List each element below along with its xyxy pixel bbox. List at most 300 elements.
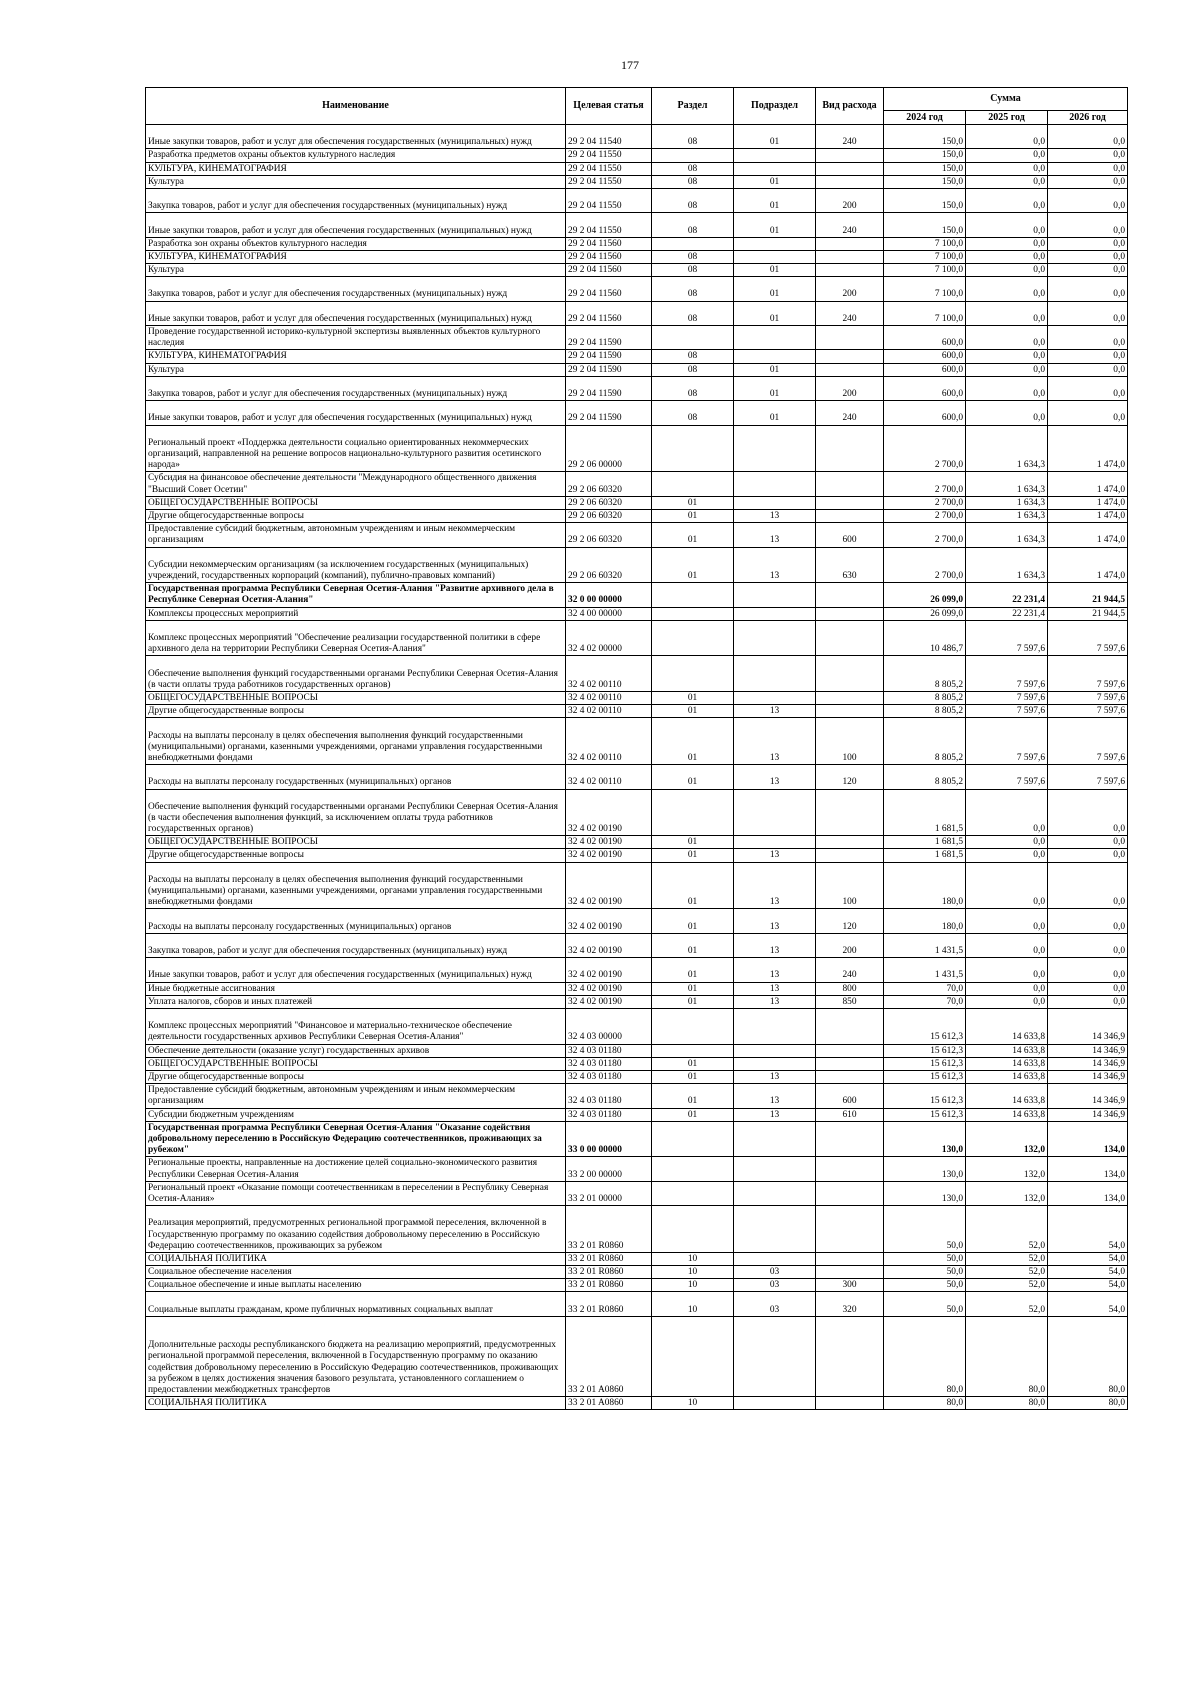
row-section: 01 bbox=[652, 1057, 734, 1070]
row-expense-type: 240 bbox=[816, 125, 884, 149]
table-row bbox=[146, 1084, 1128, 1108]
row-sum-2026: 0,0 bbox=[1048, 237, 1128, 250]
row-name: Субсидия на финансовое обеспечение деятельности "Международного общественного движения "Высший Совет Осетии" bbox=[146, 472, 566, 496]
row-sum-2024: 180,0 bbox=[884, 909, 966, 933]
row-target-code: 32 4 03 01180 bbox=[566, 1057, 652, 1070]
row-expense-type: 100 bbox=[816, 718, 884, 765]
row-section bbox=[652, 326, 734, 350]
row-expense-type bbox=[816, 237, 884, 250]
row-sum-2026: 14 346,9 bbox=[1048, 1009, 1128, 1045]
row-subsection: 01 bbox=[734, 401, 816, 425]
row-sum-2024: 70,0 bbox=[884, 995, 966, 1008]
table-row bbox=[146, 656, 1128, 692]
row-subsection: 13 bbox=[734, 862, 816, 909]
row-sum-2025: 0,0 bbox=[966, 301, 1048, 325]
row-section: 01 bbox=[652, 909, 734, 933]
row-expense-type bbox=[816, 162, 884, 175]
row-sum-2025: 0,0 bbox=[966, 237, 1048, 250]
row-name: Расходы на выплаты персоналу в целях обеспечения выполнения функций государственными (муниципальными) органами, казенными учреждениями, органами управления государственными внебюджетными фондами bbox=[146, 862, 566, 909]
row-subsection bbox=[734, 620, 816, 656]
row-sum-2026: 0,0 bbox=[1048, 175, 1128, 188]
table-row bbox=[146, 995, 1128, 1008]
row-subsection bbox=[734, 1121, 816, 1157]
row-target-code: 32 4 03 01180 bbox=[566, 1084, 652, 1108]
row-sum-2024: 7 100,0 bbox=[884, 237, 966, 250]
row-target-code: 29 2 04 11590 bbox=[566, 363, 652, 376]
table-row bbox=[146, 125, 1128, 149]
row-sum-2025: 0,0 bbox=[966, 264, 1048, 277]
row-expense-type bbox=[816, 705, 884, 718]
row-subsection bbox=[734, 326, 816, 350]
row-sum-2024: 1 431,5 bbox=[884, 933, 966, 957]
row-section bbox=[652, 1121, 734, 1157]
row-sum-2026: 0,0 bbox=[1048, 401, 1128, 425]
row-sum-2024: 70,0 bbox=[884, 982, 966, 995]
row-target-code: 32 4 02 00190 bbox=[566, 933, 652, 957]
row-target-code: 29 2 04 11590 bbox=[566, 326, 652, 350]
row-name: Региональный проект «Поддержка деятельности социально ориентированных некоммерческих организаций, направленной на решение вопросов национально-культурного развития осетинского народа» bbox=[146, 425, 566, 472]
table-row bbox=[146, 849, 1128, 862]
row-sum-2024: 2 700,0 bbox=[884, 496, 966, 509]
row-expense-type: 300 bbox=[816, 1279, 884, 1292]
row-name: СОЦИАЛЬНАЯ ПОЛИТИКА bbox=[146, 1397, 566, 1410]
row-sum-2026: 1 474,0 bbox=[1048, 523, 1128, 547]
row-target-code: 33 2 01 R0860 bbox=[566, 1206, 652, 1253]
row-sum-2025: 22 231,4 bbox=[966, 607, 1048, 620]
row-subsection: 13 bbox=[734, 510, 816, 523]
row-sum-2026: 7 597,6 bbox=[1048, 620, 1128, 656]
row-name: Региональный проект «Оказание помощи соотечественникам в переселении в Республику Северная Осетия-Алания» bbox=[146, 1181, 566, 1205]
row-sum-2025: 14 633,8 bbox=[966, 1108, 1048, 1121]
row-name: Обеспечение деятельности (оказание услуг) государственных архивов bbox=[146, 1044, 566, 1057]
row-name: Иные закупки товаров, работ и услуг для обеспечения государственных (муниципальных) нужд bbox=[146, 958, 566, 982]
row-name: Закупка товаров, работ и услуг для обеспечения государственных (муниципальных) нужд bbox=[146, 188, 566, 212]
row-sum-2026: 14 346,9 bbox=[1048, 1057, 1128, 1070]
row-sum-2024: 10 486,7 bbox=[884, 620, 966, 656]
row-expense-type bbox=[816, 1206, 884, 1253]
row-target-code: 32 4 02 00190 bbox=[566, 958, 652, 982]
row-sum-2025: 14 633,8 bbox=[966, 1084, 1048, 1108]
row-expense-type bbox=[816, 496, 884, 509]
row-expense-type bbox=[816, 1252, 884, 1265]
header-subsection: Подраздел bbox=[734, 88, 816, 125]
table-row bbox=[146, 765, 1128, 789]
row-subsection bbox=[734, 237, 816, 250]
row-subsection: 13 bbox=[734, 523, 816, 547]
row-sum-2025: 0,0 bbox=[966, 376, 1048, 400]
row-sum-2026: 0,0 bbox=[1048, 995, 1128, 1008]
row-expense-type bbox=[816, 1057, 884, 1070]
row-sum-2026: 54,0 bbox=[1048, 1206, 1128, 1253]
row-subsection bbox=[734, 583, 816, 607]
row-name: Социальное обеспечение и иные выплаты населению bbox=[146, 1279, 566, 1292]
row-sum-2024: 15 612,3 bbox=[884, 1084, 966, 1108]
row-sum-2026: 14 346,9 bbox=[1048, 1070, 1128, 1083]
row-sum-2026: 0,0 bbox=[1048, 933, 1128, 957]
table-row bbox=[146, 1057, 1128, 1070]
row-section: 08 bbox=[652, 125, 734, 149]
row-name: Уплата налогов, сборов и иных платежей bbox=[146, 995, 566, 1008]
row-section bbox=[652, 583, 734, 607]
row-expense-type: 630 bbox=[816, 547, 884, 583]
row-target-code: 32 4 03 01180 bbox=[566, 1044, 652, 1057]
table-row bbox=[146, 250, 1128, 263]
row-section: 01 bbox=[652, 765, 734, 789]
table-row bbox=[146, 425, 1128, 472]
row-target-code: 29 2 04 11560 bbox=[566, 277, 652, 301]
row-sum-2024: 50,0 bbox=[884, 1292, 966, 1316]
row-name: Иные бюджетные ассигнования bbox=[146, 982, 566, 995]
row-expense-type: 200 bbox=[816, 933, 884, 957]
row-sum-2024: 7 100,0 bbox=[884, 250, 966, 263]
row-sum-2026: 1 474,0 bbox=[1048, 425, 1128, 472]
row-target-code: 29 2 06 60320 bbox=[566, 547, 652, 583]
row-sum-2025: 132,0 bbox=[966, 1157, 1048, 1181]
row-name: Обеспечение выполнения функций государственными органами Республики Северная Осетия-Алания (в части оплаты труда работников государственных органов) bbox=[146, 656, 566, 692]
table-row bbox=[146, 1157, 1128, 1181]
table-row bbox=[146, 301, 1128, 325]
row-sum-2025: 0,0 bbox=[966, 789, 1048, 836]
row-target-code: 32 4 02 00190 bbox=[566, 849, 652, 862]
table-row bbox=[146, 583, 1128, 607]
row-section: 08 bbox=[652, 376, 734, 400]
row-sum-2026: 7 597,6 bbox=[1048, 691, 1128, 704]
row-sum-2024: 130,0 bbox=[884, 1121, 966, 1157]
row-name: Реализация мероприятий, предусмотренных региональной программой переселения, включенной в Государственную программу по оказанию содействия добровольному переселению в Российскую Федерацию соотечественников, проживающих за рубежом bbox=[146, 1206, 566, 1253]
budget-table bbox=[145, 87, 1128, 1410]
row-sum-2024: 2 700,0 bbox=[884, 523, 966, 547]
row-sum-2024: 1 431,5 bbox=[884, 958, 966, 982]
row-sum-2024: 8 805,2 bbox=[884, 705, 966, 718]
row-sum-2026: 0,0 bbox=[1048, 301, 1128, 325]
row-sum-2025: 0,0 bbox=[966, 958, 1048, 982]
row-subsection bbox=[734, 1057, 816, 1070]
row-sum-2026: 0,0 bbox=[1048, 909, 1128, 933]
row-sum-2025: 7 597,6 bbox=[966, 705, 1048, 718]
row-section: 08 bbox=[652, 363, 734, 376]
table-row bbox=[146, 277, 1128, 301]
table-row bbox=[146, 862, 1128, 909]
row-target-code: 32 4 02 00190 bbox=[566, 995, 652, 1008]
table-row bbox=[146, 1279, 1128, 1292]
row-sum-2024: 26 099,0 bbox=[884, 583, 966, 607]
row-target-code: 33 2 01 A0860 bbox=[566, 1316, 652, 1396]
row-name: Закупка товаров, работ и услуг для обеспечения государственных (муниципальных) нужд bbox=[146, 376, 566, 400]
row-sum-2025: 132,0 bbox=[966, 1121, 1048, 1157]
row-target-code: 33 0 00 00000 bbox=[566, 1121, 652, 1157]
row-sum-2025: 0,0 bbox=[966, 849, 1048, 862]
row-section: 08 bbox=[652, 250, 734, 263]
row-sum-2025: 0,0 bbox=[966, 326, 1048, 350]
row-section: 01 bbox=[652, 1070, 734, 1083]
row-name: СОЦИАЛЬНАЯ ПОЛИТИКА bbox=[146, 1252, 566, 1265]
row-target-code: 32 4 02 00190 bbox=[566, 982, 652, 995]
row-sum-2024: 7 100,0 bbox=[884, 301, 966, 325]
table-row bbox=[146, 982, 1128, 995]
row-section bbox=[652, 237, 734, 250]
row-expense-type: 610 bbox=[816, 1108, 884, 1121]
row-sum-2026: 80,0 bbox=[1048, 1316, 1128, 1396]
row-section: 08 bbox=[652, 277, 734, 301]
row-target-code: 29 2 04 11590 bbox=[566, 376, 652, 400]
row-expense-type bbox=[816, 363, 884, 376]
row-subsection bbox=[734, 1157, 816, 1181]
row-sum-2024: 150,0 bbox=[884, 125, 966, 149]
row-sum-2025: 0,0 bbox=[966, 188, 1048, 212]
row-sum-2026: 54,0 bbox=[1048, 1252, 1128, 1265]
row-sum-2024: 80,0 bbox=[884, 1316, 966, 1396]
row-subsection: 13 bbox=[734, 718, 816, 765]
table-row bbox=[146, 547, 1128, 583]
row-expense-type bbox=[816, 1397, 884, 1410]
row-name: Комплексы процессных мероприятий bbox=[146, 607, 566, 620]
row-expense-type bbox=[816, 1157, 884, 1181]
row-section: 01 bbox=[652, 849, 734, 862]
row-subsection bbox=[734, 250, 816, 263]
row-target-code: 32 4 02 00190 bbox=[566, 789, 652, 836]
table-row bbox=[146, 718, 1128, 765]
row-sum-2026: 1 474,0 bbox=[1048, 547, 1128, 583]
row-sum-2024: 50,0 bbox=[884, 1206, 966, 1253]
row-expense-type bbox=[816, 691, 884, 704]
row-section bbox=[652, 607, 734, 620]
row-subsection: 01 bbox=[734, 363, 816, 376]
row-sum-2025: 0,0 bbox=[966, 213, 1048, 237]
row-sum-2025: 0,0 bbox=[966, 401, 1048, 425]
row-name: Расходы на выплаты персоналу в целях обеспечения выполнения функций государственными (муниципальными) органами, казенными учреждениями, органами управления государственными внебюджетными фондами bbox=[146, 718, 566, 765]
row-name: Предоставление субсидий бюджетным, автономным учреждениям и иным некоммерческим организациям bbox=[146, 523, 566, 547]
row-sum-2024: 15 612,3 bbox=[884, 1108, 966, 1121]
row-target-code: 33 2 00 00000 bbox=[566, 1157, 652, 1181]
row-name: Субсидии бюджетным учреждениям bbox=[146, 1108, 566, 1121]
row-expense-type: 850 bbox=[816, 995, 884, 1008]
row-target-code: 32 0 00 00000 bbox=[566, 583, 652, 607]
row-sum-2025: 1 634,3 bbox=[966, 472, 1048, 496]
row-name: Проведение государственной историко-культурной экспертизы выявленных объектов культурного наследия bbox=[146, 326, 566, 350]
row-name: КУЛЬТУРА, КИНЕМАТОГРАФИЯ bbox=[146, 250, 566, 263]
row-section bbox=[652, 1044, 734, 1057]
row-expense-type bbox=[816, 1316, 884, 1396]
row-sum-2024: 130,0 bbox=[884, 1181, 966, 1205]
row-sum-2024: 15 612,3 bbox=[884, 1070, 966, 1083]
row-sum-2025: 52,0 bbox=[966, 1252, 1048, 1265]
row-sum-2026: 54,0 bbox=[1048, 1279, 1128, 1292]
row-target-code: 29 2 04 11550 bbox=[566, 188, 652, 212]
row-expense-type bbox=[816, 175, 884, 188]
row-name: Государственная программа Республики Северная Осетия-Алания "Развитие архивного дела в Республике Северная Осетия-Алания" bbox=[146, 583, 566, 607]
row-sum-2024: 7 100,0 bbox=[884, 277, 966, 301]
row-sum-2025: 52,0 bbox=[966, 1266, 1048, 1279]
row-target-code: 32 4 02 00190 bbox=[566, 862, 652, 909]
row-expense-type: 240 bbox=[816, 958, 884, 982]
row-sum-2026: 0,0 bbox=[1048, 149, 1128, 162]
row-name: Другие общегосударственные вопросы bbox=[146, 510, 566, 523]
row-subsection: 13 bbox=[734, 765, 816, 789]
header-section: Раздел bbox=[652, 88, 734, 125]
row-sum-2026: 0,0 bbox=[1048, 326, 1128, 350]
row-sum-2026: 21 944,5 bbox=[1048, 583, 1128, 607]
row-sum-2025: 7 597,6 bbox=[966, 718, 1048, 765]
row-section bbox=[652, 656, 734, 692]
row-target-code: 32 4 02 00110 bbox=[566, 718, 652, 765]
row-sum-2024: 50,0 bbox=[884, 1279, 966, 1292]
row-subsection bbox=[734, 1316, 816, 1396]
row-subsection bbox=[734, 1397, 816, 1410]
row-name: Государственная программа Республики Северная Осетия-Алания "Оказание содействия добровольному переселению в Российскую Федерацию соотечественников, проживающих за рубежом" bbox=[146, 1121, 566, 1157]
row-subsection bbox=[734, 1009, 816, 1045]
row-expense-type: 240 bbox=[816, 401, 884, 425]
row-name: КУЛЬТУРА, КИНЕМАТОГРАФИЯ bbox=[146, 162, 566, 175]
table-row bbox=[146, 1070, 1128, 1083]
row-sum-2024: 150,0 bbox=[884, 188, 966, 212]
row-expense-type: 800 bbox=[816, 982, 884, 995]
row-sum-2024: 50,0 bbox=[884, 1266, 966, 1279]
row-name: Разработка предметов охраны объектов культурного наследия bbox=[146, 149, 566, 162]
row-sum-2026: 14 346,9 bbox=[1048, 1108, 1128, 1121]
row-name: Культура bbox=[146, 175, 566, 188]
row-target-code: 32 4 02 00110 bbox=[566, 705, 652, 718]
table-row bbox=[146, 188, 1128, 212]
row-name: Другие общегосударственные вопросы bbox=[146, 1070, 566, 1083]
row-target-code: 32 4 02 00110 bbox=[566, 656, 652, 692]
row-section: 01 bbox=[652, 995, 734, 1008]
row-section: 01 bbox=[652, 547, 734, 583]
row-subsection: 13 bbox=[734, 995, 816, 1008]
row-subsection bbox=[734, 1252, 816, 1265]
row-sum-2024: 15 612,3 bbox=[884, 1009, 966, 1045]
row-name: Расходы на выплаты персоналу государственных (муниципальных) органов bbox=[146, 909, 566, 933]
row-expense-type bbox=[816, 1121, 884, 1157]
header-name: Наименование bbox=[146, 88, 566, 125]
row-name: Расходы на выплаты персоналу государственных (муниципальных) органов bbox=[146, 765, 566, 789]
row-sum-2026: 7 597,6 bbox=[1048, 765, 1128, 789]
table-row bbox=[146, 213, 1128, 237]
row-subsection: 13 bbox=[734, 958, 816, 982]
row-expense-type: 600 bbox=[816, 1084, 884, 1108]
row-sum-2026: 0,0 bbox=[1048, 350, 1128, 363]
row-target-code: 32 4 03 01180 bbox=[566, 1070, 652, 1083]
row-name: Другие общегосударственные вопросы bbox=[146, 705, 566, 718]
table-row bbox=[146, 363, 1128, 376]
row-subsection: 01 bbox=[734, 125, 816, 149]
row-subsection: 03 bbox=[734, 1292, 816, 1316]
table-row bbox=[146, 1108, 1128, 1121]
table-row bbox=[146, 789, 1128, 836]
row-target-code: 29 2 06 60320 bbox=[566, 510, 652, 523]
row-subsection: 13 bbox=[734, 1108, 816, 1121]
table-row bbox=[146, 1252, 1128, 1265]
row-sum-2024: 2 700,0 bbox=[884, 510, 966, 523]
row-expense-type: 240 bbox=[816, 213, 884, 237]
row-subsection: 03 bbox=[734, 1279, 816, 1292]
row-target-code: 29 2 04 11550 bbox=[566, 175, 652, 188]
row-expense-type: 200 bbox=[816, 376, 884, 400]
row-sum-2026: 0,0 bbox=[1048, 836, 1128, 849]
row-sum-2024: 600,0 bbox=[884, 376, 966, 400]
row-sum-2025: 52,0 bbox=[966, 1279, 1048, 1292]
row-target-code: 29 2 06 60320 bbox=[566, 523, 652, 547]
row-sum-2026: 0,0 bbox=[1048, 363, 1128, 376]
row-expense-type: 120 bbox=[816, 765, 884, 789]
table-row bbox=[146, 1009, 1128, 1045]
table-row bbox=[146, 472, 1128, 496]
row-sum-2024: 2 700,0 bbox=[884, 425, 966, 472]
row-expense-type bbox=[816, 425, 884, 472]
row-target-code: 29 2 04 11560 bbox=[566, 301, 652, 325]
row-sum-2025: 80,0 bbox=[966, 1397, 1048, 1410]
row-sum-2025: 7 597,6 bbox=[966, 620, 1048, 656]
header-year-2025: 2025 год bbox=[966, 111, 1048, 125]
row-subsection: 01 bbox=[734, 188, 816, 212]
row-subsection: 01 bbox=[734, 264, 816, 277]
row-sum-2025: 0,0 bbox=[966, 350, 1048, 363]
row-section: 08 bbox=[652, 401, 734, 425]
row-name: Иные закупки товаров, работ и услуг для обеспечения государственных (муниципальных) нужд bbox=[146, 125, 566, 149]
row-subsection: 13 bbox=[734, 909, 816, 933]
row-subsection bbox=[734, 350, 816, 363]
row-sum-2024: 8 805,2 bbox=[884, 718, 966, 765]
row-name: Обеспечение выполнения функций государственными органами Республики Северная Осетия-Алания (в части обеспечения выполнения функций, за исключением оплаты труда работников государственных органов) bbox=[146, 789, 566, 836]
row-sum-2025: 0,0 bbox=[966, 125, 1048, 149]
row-section: 01 bbox=[652, 862, 734, 909]
row-sum-2026: 0,0 bbox=[1048, 264, 1128, 277]
row-sum-2024: 180,0 bbox=[884, 862, 966, 909]
row-target-code: 32 4 02 00110 bbox=[566, 765, 652, 789]
row-target-code: 33 2 01 R0860 bbox=[566, 1266, 652, 1279]
row-target-code: 33 2 01 00000 bbox=[566, 1181, 652, 1205]
row-sum-2026: 7 597,6 bbox=[1048, 705, 1128, 718]
table-row bbox=[146, 691, 1128, 704]
row-subsection bbox=[734, 1044, 816, 1057]
row-section: 10 bbox=[652, 1397, 734, 1410]
row-expense-type bbox=[816, 250, 884, 263]
row-sum-2025: 7 597,6 bbox=[966, 691, 1048, 704]
row-section: 01 bbox=[652, 1084, 734, 1108]
row-expense-type: 100 bbox=[816, 862, 884, 909]
row-subsection: 13 bbox=[734, 1084, 816, 1108]
row-section bbox=[652, 620, 734, 656]
row-expense-type: 320 bbox=[816, 1292, 884, 1316]
row-sum-2026: 0,0 bbox=[1048, 789, 1128, 836]
row-sum-2026: 14 346,9 bbox=[1048, 1044, 1128, 1057]
row-sum-2024: 150,0 bbox=[884, 213, 966, 237]
row-sum-2025: 52,0 bbox=[966, 1292, 1048, 1316]
row-name: Закупка товаров, работ и услуг для обеспечения государственных (муниципальных) нужд bbox=[146, 933, 566, 957]
header-target: Целевая статья bbox=[566, 88, 652, 125]
row-expense-type bbox=[816, 620, 884, 656]
row-target-code: 32 4 03 00000 bbox=[566, 1009, 652, 1045]
row-subsection: 01 bbox=[734, 277, 816, 301]
row-sum-2025: 14 633,8 bbox=[966, 1057, 1048, 1070]
row-name: Иные закупки товаров, работ и услуг для обеспечения государственных (муниципальных) нужд bbox=[146, 213, 566, 237]
row-section: 01 bbox=[652, 705, 734, 718]
row-target-code: 32 4 03 01180 bbox=[566, 1108, 652, 1121]
row-subsection: 13 bbox=[734, 705, 816, 718]
row-sum-2026: 21 944,5 bbox=[1048, 607, 1128, 620]
row-target-code: 29 2 04 11550 bbox=[566, 213, 652, 237]
row-subsection bbox=[734, 472, 816, 496]
row-target-code: 33 2 01 R0860 bbox=[566, 1279, 652, 1292]
row-sum-2025: 80,0 bbox=[966, 1316, 1048, 1396]
row-target-code: 29 2 04 11560 bbox=[566, 264, 652, 277]
row-target-code: 29 2 04 11550 bbox=[566, 162, 652, 175]
row-name: ОБЩЕГОСУДАРСТВЕННЫЕ ВОПРОСЫ bbox=[146, 836, 566, 849]
row-target-code: 32 4 00 00000 bbox=[566, 607, 652, 620]
table-body bbox=[146, 125, 1128, 1410]
row-sum-2024: 26 099,0 bbox=[884, 607, 966, 620]
row-subsection: 13 bbox=[734, 982, 816, 995]
row-sum-2025: 0,0 bbox=[966, 162, 1048, 175]
